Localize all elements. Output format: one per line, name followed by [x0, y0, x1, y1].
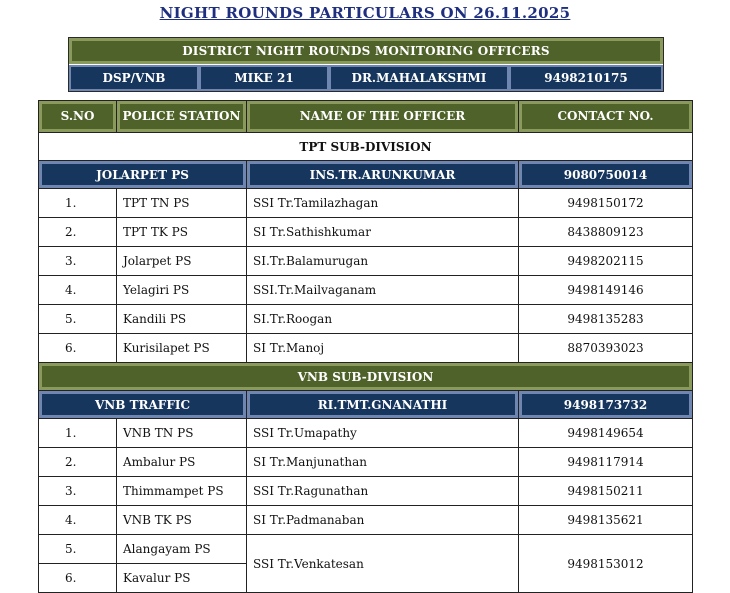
table-header-row: [39, 101, 693, 133]
table-row: [39, 535, 693, 564]
table-row: [39, 477, 693, 506]
vnb-lead-officer: RI.TMT.GNANATHI: [247, 391, 519, 419]
district-officer-name: DR.MAHALAKSHMI: [329, 65, 509, 91]
table-row: [39, 189, 693, 218]
row-sno: 5.: [39, 305, 117, 334]
table-row: [39, 506, 693, 535]
row-officer: SI Tr.Padmanaban: [247, 506, 519, 535]
table-row: [39, 419, 693, 448]
tpt-lead-station: JOLARPET PS: [39, 161, 247, 189]
row-station: Ambalur PS: [117, 448, 247, 477]
row-officer: SSI Tr.Umapathy: [247, 419, 519, 448]
vnb-subdivision-row: [39, 363, 693, 391]
table-row: [39, 334, 693, 363]
row-station: Alangayam PS: [117, 535, 247, 564]
row-contact: 9498150172: [519, 189, 693, 218]
row-sno: 5.: [39, 535, 117, 564]
col-header-officer: NAME OF THE OFFICER: [247, 101, 519, 133]
col-header-sno: S.NO: [39, 101, 117, 133]
district-designation: DSP/VNB: [69, 65, 199, 91]
table-row: [39, 276, 693, 305]
row-officer: SI Tr.Manoj: [247, 334, 519, 363]
row-officer: SI Tr.Manjunathan: [247, 448, 519, 477]
row-contact: 9498117914: [519, 448, 693, 477]
tpt-lead-officer: INS.TR.ARUNKUMAR: [247, 161, 519, 189]
row-station: Jolarpet PS: [117, 247, 247, 276]
row-officer: SSI Tr.Tamilazhagan: [247, 189, 519, 218]
row-officer: SSI Tr.Ragunathan: [247, 477, 519, 506]
row-contact: 9498150211: [519, 477, 693, 506]
district-officer-box: [68, 37, 664, 92]
row-sno: 1.: [39, 419, 117, 448]
row-station: VNB TN PS: [117, 419, 247, 448]
table-row: [39, 247, 693, 276]
row-contact: 8870393023: [519, 334, 693, 363]
table-row: [39, 218, 693, 247]
row-station: TPT TK PS: [117, 218, 247, 247]
row-station: Kurisilapet PS: [117, 334, 247, 363]
row-contact: 9498149146: [519, 276, 693, 305]
night-rounds-table: [38, 100, 693, 593]
row-station: Kandili PS: [117, 305, 247, 334]
row-station: Thimmampet PS: [117, 477, 247, 506]
page-title: NIGHT ROUNDS PARTICULARS ON 26.11.2025: [159, 4, 571, 22]
tpt-lead-row: [39, 161, 693, 189]
row-station: VNB TK PS: [117, 506, 247, 535]
district-call-sign: MIKE 21: [199, 65, 329, 91]
tpt-subdivision-row: [39, 133, 693, 161]
row-contact: 9498202115: [519, 247, 693, 276]
row-station: Yelagiri PS: [117, 276, 247, 305]
tpt-lead-contact: 9080750014: [519, 161, 693, 189]
row-officer: SI.Tr.Balamurugan: [247, 247, 519, 276]
row-sno: 3.: [39, 477, 117, 506]
row-sno: 4.: [39, 276, 117, 305]
vnb-lead-row: [39, 391, 693, 419]
row-contact: 9498153012: [519, 535, 693, 593]
row-station: TPT TN PS: [117, 189, 247, 218]
row-station: Kavalur PS: [117, 564, 247, 593]
col-header-station: POLICE STATION: [117, 101, 247, 133]
row-sno: 3.: [39, 247, 117, 276]
row-sno: 1.: [39, 189, 117, 218]
row-officer: SSI Tr.Venkatesan: [247, 535, 519, 593]
row-sno: 6.: [39, 334, 117, 363]
row-contact: 9498149654: [519, 419, 693, 448]
district-officer-header: DISTRICT NIGHT ROUNDS MONITORING OFFICERS: [69, 38, 663, 64]
row-officer: SSI.Tr.Mailvaganam: [247, 276, 519, 305]
row-contact: 9498135621: [519, 506, 693, 535]
table-row: [39, 305, 693, 334]
row-contact: 9498135283: [519, 305, 693, 334]
row-contact: 8438809123: [519, 218, 693, 247]
district-officer-row: [69, 65, 663, 91]
col-header-contact: CONTACT NO.: [519, 101, 693, 133]
vnb-subdivision-title: VNB SUB-DIVISION: [39, 363, 693, 391]
row-sno: 2.: [39, 218, 117, 247]
row-sno: 4.: [39, 506, 117, 535]
vnb-lead-contact: 9498173732: [519, 391, 693, 419]
row-sno: 2.: [39, 448, 117, 477]
row-sno: 6.: [39, 564, 117, 593]
row-officer: SI Tr.Sathishkumar: [247, 218, 519, 247]
district-contact: 9498210175: [509, 65, 663, 91]
vnb-lead-station: VNB TRAFFIC: [39, 391, 247, 419]
table-row: [39, 448, 693, 477]
row-officer: SI.Tr.Roogan: [247, 305, 519, 334]
tpt-subdivision-title: TPT SUB-DIVISION: [39, 133, 693, 161]
